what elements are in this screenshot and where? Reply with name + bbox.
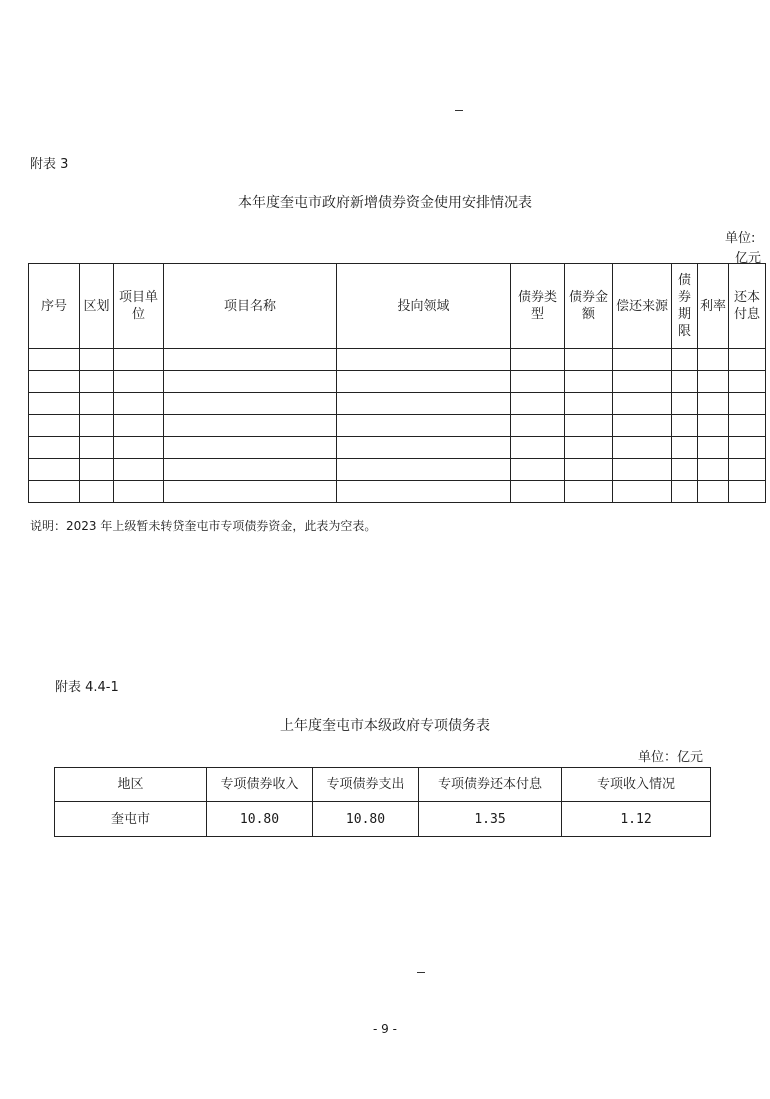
header-text: 项目名称 xyxy=(223,298,276,314)
empty-cell xyxy=(729,459,766,481)
header-text: 利率 xyxy=(699,298,726,314)
header-text: 序号 xyxy=(40,298,67,314)
empty-cell xyxy=(729,393,766,415)
table-row xyxy=(29,437,766,459)
empty-cell xyxy=(698,437,729,459)
empty-cell xyxy=(565,437,613,459)
table2-header-cell: 专项收入情况 xyxy=(562,768,711,802)
cell-region: 奎屯市 xyxy=(55,802,207,837)
empty-cell xyxy=(613,371,672,393)
header-text: 还本 xyxy=(733,290,760,305)
empty-cell xyxy=(698,393,729,415)
empty-cell xyxy=(164,437,337,459)
table2-header-cell: 专项债券还本付息 xyxy=(419,768,562,802)
header-text: 型 xyxy=(530,307,544,322)
table2-header-cell: 地区 xyxy=(55,768,207,802)
table-row xyxy=(29,415,766,437)
table1-note: 说明：2023 年上级暂未转贷奎屯市专项债券资金，此表为空表。 xyxy=(30,519,377,533)
empty-cell xyxy=(698,349,729,371)
header-text: 偿还来源 xyxy=(615,298,668,314)
header-text: 券 xyxy=(677,290,691,305)
empty-cell xyxy=(613,459,672,481)
empty-cell xyxy=(613,481,672,503)
page-number: - 9 - xyxy=(373,1022,397,1036)
empty-cell xyxy=(672,481,698,503)
empty-cell xyxy=(672,437,698,459)
empty-cell xyxy=(672,371,698,393)
table1-header-cell xyxy=(114,264,164,349)
empty-cell xyxy=(29,481,80,503)
empty-cell xyxy=(164,349,337,371)
empty-cell xyxy=(565,349,613,371)
table-row xyxy=(29,371,766,393)
empty-cell xyxy=(729,481,766,503)
empty-cell xyxy=(511,481,565,503)
empty-cell xyxy=(80,481,114,503)
table1-unit-value: 亿元 xyxy=(735,251,762,266)
header-text: 债券类 xyxy=(517,290,557,305)
empty-cell xyxy=(337,415,511,437)
table1-header-cell xyxy=(698,264,729,349)
empty-cell xyxy=(613,437,672,459)
table2-title: 上年度奎屯市本级政府专项债务表 xyxy=(280,718,490,734)
empty-cell xyxy=(29,415,80,437)
empty-cell xyxy=(164,459,337,481)
table-row xyxy=(29,349,766,371)
header-text: 额 xyxy=(581,307,595,322)
empty-cell xyxy=(29,437,80,459)
empty-cell xyxy=(114,349,164,371)
empty-cell xyxy=(672,393,698,415)
table1-header-row xyxy=(29,264,766,349)
empty-cell xyxy=(511,371,565,393)
header-text: 债 xyxy=(677,273,691,288)
empty-cell xyxy=(29,459,80,481)
empty-cell xyxy=(729,415,766,437)
table1-header-cell xyxy=(511,264,565,349)
empty-cell xyxy=(164,371,337,393)
empty-cell xyxy=(114,481,164,503)
empty-cell xyxy=(511,393,565,415)
table1-header-cell xyxy=(337,264,511,349)
empty-cell xyxy=(672,349,698,371)
scan-mark xyxy=(455,110,463,111)
empty-cell xyxy=(80,459,114,481)
empty-cell xyxy=(114,437,164,459)
empty-cell xyxy=(80,393,114,415)
table-row xyxy=(29,393,766,415)
empty-cell xyxy=(511,437,565,459)
table1-header-cell xyxy=(80,264,114,349)
empty-cell xyxy=(337,349,511,371)
empty-cell xyxy=(565,459,613,481)
table1-header-cell xyxy=(164,264,337,349)
empty-cell xyxy=(729,437,766,459)
empty-cell xyxy=(80,437,114,459)
empty-cell xyxy=(114,459,164,481)
table1-header-cell xyxy=(29,264,80,349)
table2-header-cell: 专项债券收入 xyxy=(207,768,313,802)
empty-cell xyxy=(565,371,613,393)
empty-cell xyxy=(164,481,337,503)
cell-expense: 10.80 xyxy=(313,802,419,837)
empty-cell xyxy=(114,415,164,437)
table1-header-cell xyxy=(672,264,698,349)
empty-cell xyxy=(672,459,698,481)
special-debt-table xyxy=(54,767,711,837)
table2-unit: 单位：亿元 xyxy=(638,750,704,765)
header-text: 项目单 xyxy=(118,290,158,305)
header-text: 付息 xyxy=(733,307,760,322)
empty-cell xyxy=(729,371,766,393)
header-text: 投向领域 xyxy=(397,298,450,314)
header-text: 位 xyxy=(131,307,145,322)
header-text: 债券金 xyxy=(568,290,608,305)
empty-cell xyxy=(565,481,613,503)
empty-cell xyxy=(29,393,80,415)
empty-cell xyxy=(29,349,80,371)
attachment-label-3: 附表 3 xyxy=(30,157,69,172)
empty-cell xyxy=(337,437,511,459)
empty-cell xyxy=(511,415,565,437)
debt-usage-table xyxy=(28,263,766,503)
table1-title: 本年度奎屯市政府新增债券资金使用安排情况表 xyxy=(238,195,532,211)
empty-cell xyxy=(613,349,672,371)
empty-cell xyxy=(337,371,511,393)
cell-repayment: 1.35 xyxy=(419,802,562,837)
empty-cell xyxy=(164,393,337,415)
table-row xyxy=(55,802,711,837)
empty-cell xyxy=(698,459,729,481)
empty-cell xyxy=(613,415,672,437)
empty-cell xyxy=(672,415,698,437)
table2-header-row xyxy=(55,768,711,802)
header-text: 期 xyxy=(677,307,691,322)
table1-header-cell xyxy=(613,264,672,349)
empty-cell xyxy=(337,481,511,503)
scan-mark xyxy=(417,972,425,973)
empty-cell xyxy=(698,481,729,503)
table-row xyxy=(29,481,766,503)
table1-header-cell xyxy=(729,264,766,349)
empty-cell xyxy=(114,393,164,415)
empty-cell xyxy=(164,415,337,437)
table1-unit-prefix: 单位: xyxy=(725,231,756,246)
empty-cell xyxy=(80,371,114,393)
cell-income: 10.80 xyxy=(207,802,313,837)
table-row xyxy=(29,459,766,481)
empty-cell xyxy=(729,349,766,371)
empty-cell xyxy=(29,371,80,393)
table2-header-cell: 专项债券支出 xyxy=(313,768,419,802)
table1-header-cell xyxy=(565,264,613,349)
empty-cell xyxy=(511,349,565,371)
attachment-label-4-4-1: 附表 4.4-1 xyxy=(55,680,119,695)
empty-cell xyxy=(337,393,511,415)
empty-cell xyxy=(511,459,565,481)
empty-cell xyxy=(80,349,114,371)
empty-cell xyxy=(114,371,164,393)
cell-revenue: 1.12 xyxy=(562,802,711,837)
header-text: 限 xyxy=(677,324,691,339)
empty-cell xyxy=(80,415,114,437)
empty-cell xyxy=(337,459,511,481)
header-text: 区划 xyxy=(83,298,110,314)
empty-cell xyxy=(698,415,729,437)
empty-cell xyxy=(698,371,729,393)
empty-cell xyxy=(565,393,613,415)
empty-cell xyxy=(565,415,613,437)
empty-cell xyxy=(613,393,672,415)
